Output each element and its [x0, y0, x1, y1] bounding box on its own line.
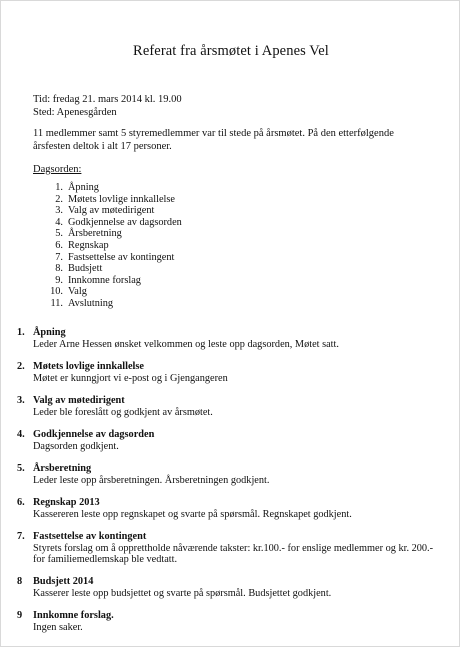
- minutes-section: [17, 576, 447, 599]
- section-number: 3.: [17, 394, 25, 406]
- section-number: 1.: [17, 327, 25, 338]
- section-body: Styrets forslag om å opprettholde nåværende takster: kr.100.- for enslige medlemmer og kr. 200.- for familiemedlemskap ble vedtatt.: [33, 542, 434, 566]
- agenda-item-label: Valg av møtedirigent: [68, 205, 155, 217]
- agenda-item: [49, 275, 182, 287]
- agenda-item-label: Innkomne forslag: [68, 274, 141, 286]
- minutes-section: [17, 497, 447, 520]
- minutes-section: [17, 610, 447, 633]
- agenda-item: [49, 228, 182, 240]
- section-body: Kasserer leste opp budsjettet og svarte på spørsmål. Budsjettet godkjent.: [33, 588, 332, 600]
- agenda-item-number: 2.: [55, 193, 63, 205]
- agenda-item-number: 5.: [55, 228, 63, 240]
- meeting-place: Sted: Apenesgården: [33, 106, 117, 118]
- meeting-time: Tid: fredag 21. mars 2014 kl. 19.00: [33, 94, 182, 105]
- section-title: Budsjett 2014: [33, 576, 94, 588]
- section-title: Årsberetning: [33, 462, 92, 474]
- agenda-item-number: 9.: [55, 274, 63, 286]
- agenda-item: [49, 298, 182, 310]
- section-heading: [17, 576, 447, 588]
- agenda-item: [49, 252, 182, 264]
- section-title: Regnskap 2013: [33, 496, 100, 508]
- section-number: 8: [17, 576, 23, 588]
- section-heading: [17, 497, 447, 509]
- section-body: Ingen saker.: [33, 622, 83, 634]
- section-heading: [17, 395, 447, 407]
- section-title: Valg av møtedirigent: [33, 394, 125, 406]
- agenda-item-number: 7.: [55, 251, 63, 263]
- agenda-heading: Dagsorden:: [33, 164, 82, 175]
- agenda-item-label: Fastsettelse av kontingent: [68, 251, 175, 263]
- minutes-section: [17, 327, 447, 350]
- minutes-section: [17, 395, 447, 418]
- section-number: 6.: [17, 496, 25, 508]
- section-number: 7.: [17, 530, 25, 542]
- agenda-list: [49, 182, 182, 310]
- section-body: Leder leste opp årsberetningen. Årsberetningen godkjent.: [33, 474, 270, 486]
- attendance-paragraph: 11 medlemmer samt 5 styremedlemmer var til stede på årsmøtet. På den etterfølgende årsfesten deltok i alt 17 personer.: [33, 128, 394, 152]
- agenda-item-label: Åpning: [68, 182, 99, 193]
- section-body: Møtet er kunngjort vi e-post og i Gjengangeren: [33, 372, 228, 384]
- agenda-item-label: Avslutning: [68, 297, 114, 309]
- minutes-section: [17, 463, 447, 486]
- section-title: Møtets lovlige innkallelse: [33, 360, 144, 372]
- meeting-meta: [33, 94, 182, 119]
- section-title: Godkjennelse av dagsorden: [33, 428, 155, 440]
- section-number: 9: [17, 610, 23, 622]
- section-heading: [17, 327, 447, 339]
- section-heading: [17, 610, 447, 622]
- agenda-item-label: Årsberetning: [68, 228, 122, 240]
- section-number: 5.: [17, 462, 25, 474]
- agenda-item-label: Regnskap: [68, 239, 109, 251]
- minutes-sections: [17, 327, 447, 644]
- agenda-item: [49, 217, 182, 229]
- agenda-item: [49, 240, 182, 252]
- section-body: Dagsorden godkjent.: [33, 440, 119, 452]
- section-body: Kassereren leste opp regnskapet og svarte på spørsmål. Regnskapet godkjent.: [33, 508, 352, 520]
- agenda-item-number: 8.: [55, 263, 63, 275]
- section-body: Leder Arne Hessen ønsket velkommen og leste opp dagsorden, Møtet satt.: [33, 338, 339, 350]
- section-heading: [17, 463, 447, 475]
- section-heading: [17, 429, 447, 441]
- section-heading: [17, 361, 447, 373]
- section-body: Leder ble foreslått og godkjent av årsmøtet.: [33, 406, 213, 418]
- agenda-item-label: Møtets lovlige innkallelse: [68, 193, 175, 205]
- agenda-item-label: Godkjennelse av dagsorden: [68, 216, 182, 228]
- section-title: Fastsettelse av kontingent: [33, 530, 147, 542]
- minutes-section: [17, 429, 447, 452]
- section-heading: [17, 531, 447, 543]
- section-title: Innkomne forslag.: [33, 610, 114, 622]
- agenda-item: [49, 263, 182, 275]
- agenda-item: [49, 286, 182, 298]
- agenda-item: [49, 205, 182, 217]
- agenda-item-number: 6.: [55, 239, 63, 251]
- agenda-item: [49, 182, 182, 194]
- section-title: Åpning: [33, 327, 66, 338]
- agenda-item-number: 10.: [50, 286, 63, 298]
- agenda-item-number: 1.: [55, 182, 63, 193]
- agenda-item-label: Budsjett: [68, 263, 103, 275]
- section-number: 4.: [17, 428, 25, 440]
- section-number: 2.: [17, 360, 25, 372]
- agenda-item-label: Valg: [68, 286, 87, 298]
- document-title: Referat fra årsmøtet i Apenes Vel: [133, 43, 329, 59]
- agenda-item-number: 3.: [55, 205, 63, 217]
- minutes-section: [17, 361, 447, 384]
- agenda-item: [49, 194, 182, 206]
- agenda-item-number: 11.: [50, 297, 63, 309]
- agenda-item-number: 4.: [55, 216, 63, 228]
- minutes-section: [17, 531, 447, 566]
